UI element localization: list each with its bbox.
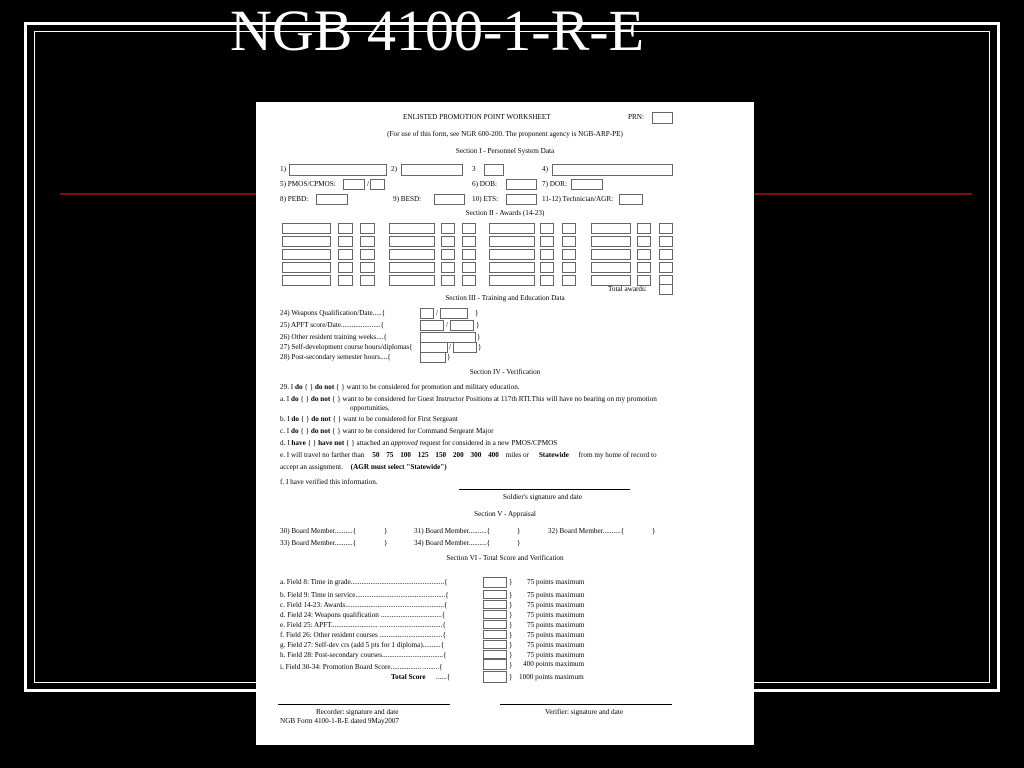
award-box[interactable] [389,275,435,286]
self-dev-close: } [478,343,482,351]
score-row-label: i. Field 30-34: Promotion Board Score................. .........{ [280,663,443,671]
score-row-box[interactable] [483,600,507,609]
score-row-box[interactable] [483,640,507,649]
total-awards-label: Total awards: [608,285,647,293]
weapons-qual-label: 24) Weapons Qualification/Date.....{ [280,309,386,317]
total-score-max: 1000 points maximum [519,673,584,681]
score-row-box[interactable] [483,630,507,639]
form-title: ENLISTED PROMOTION POINT WORKSHEET [403,113,551,121]
award-box[interactable] [489,275,535,286]
post-secondary-label: 28) Post-secondary semester hours....{ [280,353,391,361]
board-member-34-close: } [517,539,521,547]
award-box[interactable] [282,275,331,286]
total-score-label: Total Score [391,673,426,681]
total-awards-box[interactable] [659,284,673,295]
score-row-label: h. Field 28: Post-secondary courses..................................{ [280,651,447,659]
field-2-label: 2) [391,165,397,173]
award-box[interactable] [659,223,673,234]
ets-label: 10) ETS: [472,195,499,203]
soldier-signature-line[interactable] [459,489,630,490]
award-box[interactable] [489,249,535,260]
score-row-label: d. Field 24: Weapons qualification ..................................{ [280,611,446,619]
dor-label: 7) DOR: [542,180,567,188]
award-box[interactable] [462,275,476,286]
apft-slash: / [446,321,448,329]
award-box[interactable] [360,275,375,286]
score-row-box[interactable] [483,650,507,659]
award-box[interactable] [338,249,353,260]
award-box[interactable] [389,249,435,260]
award-box[interactable] [540,262,554,273]
award-box[interactable] [540,236,554,247]
score-row-label: e. Field 25: APFT.......................... ...................................{ [280,621,446,629]
form-page [256,102,754,745]
option-c: c. I do { } do not { } want to be considered for Command Sergeant Major [280,427,494,435]
weapons-slash: / [436,309,438,317]
award-box[interactable] [282,236,331,247]
award-box[interactable] [441,249,455,260]
section-6-heading: Section VI - Total Score and Verification [446,554,564,562]
award-box[interactable] [441,223,455,234]
section-5-heading: Section V - Appraisal [474,510,536,518]
field-1-box[interactable] [289,164,387,176]
score-row-max: 75 points maximum [527,621,585,629]
award-box[interactable] [389,236,435,247]
award-box[interactable] [338,223,353,234]
dob-label: 6) DOB: [472,180,497,188]
award-box[interactable] [562,262,576,273]
score-row-max: 75 points maximum [527,611,585,619]
award-box[interactable] [389,223,435,234]
cpmos-box[interactable] [370,179,385,190]
self-dev-slash: / [449,343,451,351]
score-row-label: g. Field 27: Self-dev crs (add 5 pts for 1 diploma)..........{ [280,641,445,649]
technician-label: 11-12) Technician/AGR: [542,195,614,203]
board-member-31: 31) Board Member..........{ [414,527,491,535]
pmos-label: 5) PMOS/CPMOS: [280,180,336,188]
board-member-30-close: } [384,527,388,535]
award-box[interactable] [540,223,554,234]
score-row-close: } [509,651,513,659]
board-member-33: 33) Board Member..........{ [280,539,357,547]
weapons-qual-box[interactable] [420,308,434,319]
option-e: e. I will travel no farther than 50 75 100 125 150 200 300 400 miles or Statewide from my home of record to [280,451,657,459]
award-box[interactable] [338,262,353,273]
award-box[interactable] [637,236,651,247]
board-member-30: 30) Board Member..........{ [280,527,357,535]
award-box[interactable] [462,236,476,247]
award-box[interactable] [562,249,576,260]
pebd-label: 8) PEBD: [280,195,309,203]
award-box[interactable] [441,262,455,273]
award-box[interactable] [637,223,651,234]
score-row-box[interactable] [483,577,507,588]
score-row-label: f. Field 26: Other resident courses ...................................{ [280,631,446,639]
section-4-heading: Section IV - Verification [469,368,541,376]
board-member-32-close: } [652,527,656,535]
score-row-label: a. Field 8: Time in grade....................................................{ [280,578,448,586]
field-1-label: 1) [280,165,286,173]
total-score-box[interactable] [483,671,507,683]
dor-box[interactable] [571,179,603,190]
resident-training-label: 26) Other resident training weeks....{ [280,333,387,341]
award-box[interactable] [591,262,631,273]
award-box[interactable] [562,275,576,286]
award-box[interactable] [637,262,651,273]
award-box[interactable] [441,275,455,286]
award-box[interactable] [462,223,476,234]
score-row-close: } [509,591,513,599]
award-box[interactable] [282,249,331,260]
score-row-close: } [509,631,513,639]
board-member-34: 34) Board Member..........{ [414,539,491,547]
score-row-box[interactable] [483,590,507,599]
score-row-close: } [509,578,513,586]
score-row-close: } [509,611,513,619]
field-3-box[interactable] [484,164,504,176]
resident-close: } [477,333,481,341]
field-2-box[interactable] [401,164,463,176]
section-3-heading: Section III - Training and Education Data [445,294,565,302]
award-box[interactable] [282,223,331,234]
award-box[interactable] [462,249,476,260]
score-row-max: 75 points maximum [527,641,585,649]
award-box[interactable] [540,275,554,286]
post-secondary-close: } [447,353,451,361]
option-a: a. I do { } do not { } want to be considered for Guest Instructor Positions at 117th RTI.This will have no bearing on my promotion [280,395,657,403]
score-row-close: } [509,621,513,629]
slide-title: NGB 4100-1-R-E [230,0,645,63]
award-box[interactable] [360,262,375,273]
option-f: f. I have verified this information. [280,478,378,486]
apft-label: 25) APFT score/Date......................{ [280,321,384,329]
award-box[interactable] [389,262,435,273]
apft-date-box[interactable] [450,320,474,331]
award-box[interactable] [360,236,375,247]
section-1-heading: Section I - Personnel System Data [455,147,555,155]
award-box[interactable] [489,262,535,273]
score-row-max: 75 points maximum [527,591,585,599]
award-box[interactable] [360,249,375,260]
form-footer: NGB Form 4100-1-R-E dated 9May2007 [280,717,399,725]
award-box[interactable] [360,223,375,234]
score-row-max: 75 points maximum [527,631,585,639]
field-4-label: 4) [542,165,548,173]
award-box[interactable] [338,236,353,247]
score-row-label: c. Field 14-23: Awards.......................................................{ [280,601,448,609]
board-member-33-close: } [384,539,388,547]
besd-box[interactable] [434,194,465,205]
score-row-label: b. Field 9: Time in service..................................................{ [280,591,449,599]
score-row-box[interactable] [483,620,507,629]
apft-score-box[interactable] [420,320,444,331]
besd-label: 9) BESD: [393,195,422,203]
apft-close: } [476,321,480,329]
pmos-slash: / [367,180,369,188]
score-row-max: 75 points maximum [527,578,585,586]
dob-box[interactable] [506,179,537,190]
board-member-31-close: } [517,527,521,535]
ets-box[interactable] [506,194,537,205]
board-member-32: 32) Board Member..........{ [548,527,625,535]
field-4-box[interactable] [552,164,673,176]
option-a-cont: opportunities. [350,404,390,412]
award-box[interactable] [591,249,631,260]
award-box[interactable] [591,236,631,247]
award-box[interactable] [562,236,576,247]
option-29: 29. I do { } do not { } want to be considered for promotion and military education. [280,383,520,391]
total-score-close: } [509,673,513,681]
option-e-cont: accept an assignment. (AGR must select "Statewide") [280,463,447,471]
award-box[interactable] [659,262,673,273]
form-subtitle: (For use of this form, see NGR 600-200. The proponent agency is NGB-ARP-PE) [387,130,623,138]
score-row-max: 75 points maximum [527,651,585,659]
award-box[interactable] [489,223,535,234]
self-dev-label: 27) Self-development course hours/diplomas{ [280,343,413,351]
award-box[interactable] [659,236,673,247]
option-d: d. I have { } have not { } attached an approved request for considered in a new PMOS/CPMOS [280,439,558,447]
award-box[interactable] [562,223,576,234]
award-box[interactable] [637,249,651,260]
soldier-signature-label: Soldier's signature and date [503,493,582,501]
weapons-date-box[interactable] [440,308,468,319]
award-box[interactable] [659,249,673,260]
pmos-box[interactable] [343,179,365,190]
score-row-close: } [509,601,513,609]
score-row-max: 75 points maximum [527,601,585,609]
award-box[interactable] [441,236,455,247]
score-row-box[interactable] [483,659,507,670]
award-box[interactable] [282,262,331,273]
technician-box[interactable] [619,194,643,205]
verifier-signature-line[interactable] [500,704,672,705]
award-box[interactable] [591,223,631,234]
award-box[interactable] [338,275,353,286]
post-secondary-box[interactable] [420,352,446,363]
recorder-signature-line[interactable] [278,704,450,705]
score-row-box[interactable] [483,610,507,619]
section-2-heading: Section II - Awards (14-23) [465,209,545,217]
award-box[interactable] [489,236,535,247]
self-dev-diploma-box[interactable] [453,342,477,353]
score-row-close: } [509,641,513,649]
field-3-label: 3 [472,165,476,173]
pebd-box[interactable] [316,194,348,205]
recorder-signature-label: Recorder: signature and date [316,708,399,716]
score-row-close: } [509,661,513,669]
total-score-dots: ......{ [436,673,451,681]
verifier-signature-label: Verifier: signature and date [545,708,624,716]
option-b: b. I do { } do not { } want to be considered for First Sergeant [280,415,458,423]
prn-field[interactable] [652,112,673,124]
award-box[interactable] [462,262,476,273]
score-row-max: 400 points maximum [523,660,585,668]
award-box[interactable] [540,249,554,260]
prn-label: PRN: [628,113,644,121]
weapons-close: } [475,309,479,317]
